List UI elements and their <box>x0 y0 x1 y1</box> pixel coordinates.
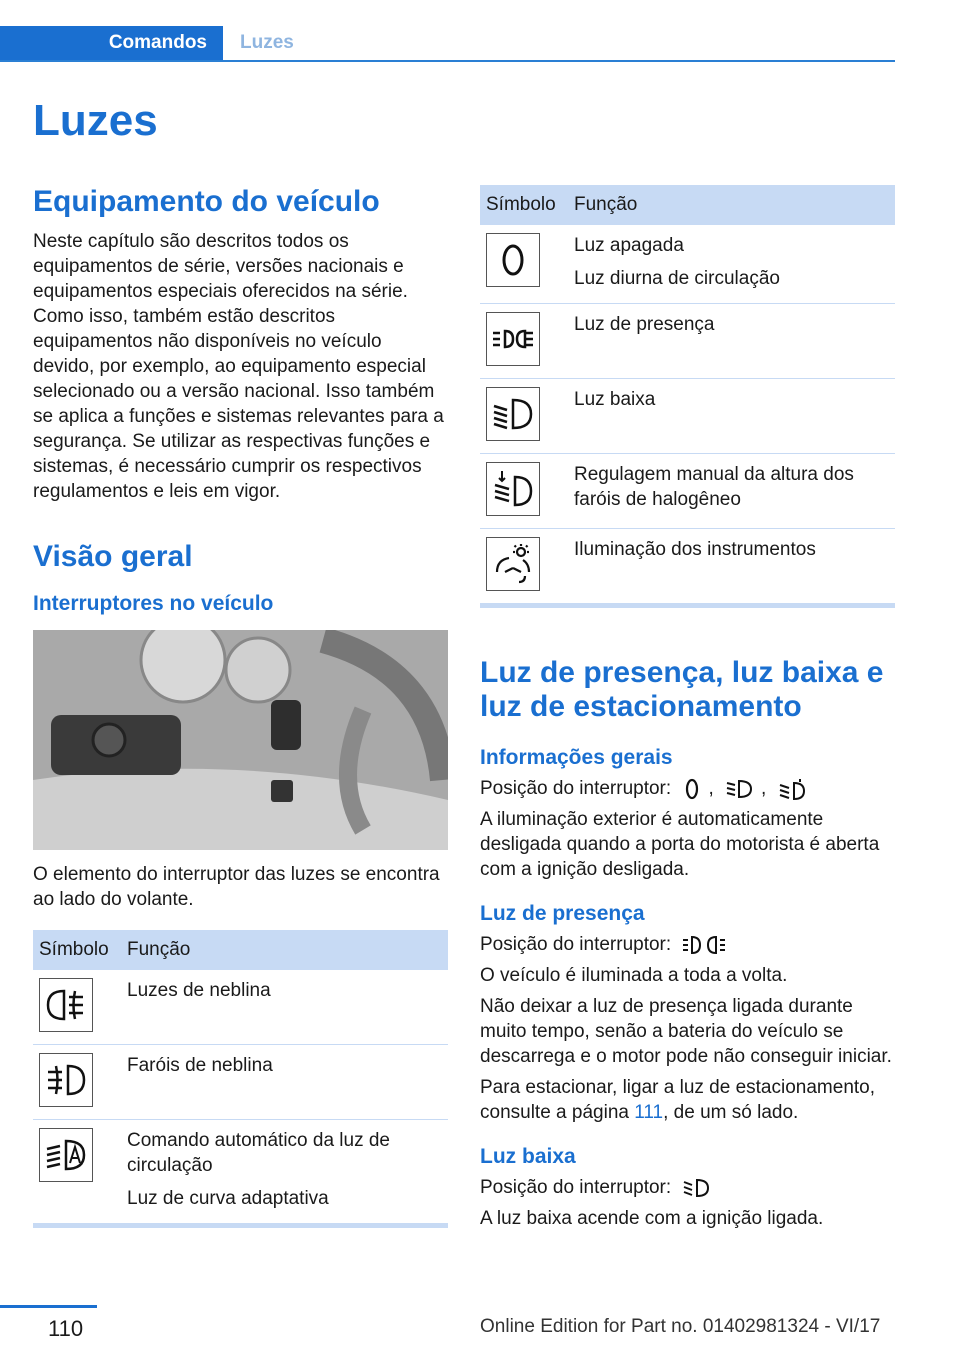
low-beam-icon <box>682 1176 712 1200</box>
parking-reference-text-end: , de um só lado. <box>663 1102 799 1123</box>
footer-rule <box>0 1305 97 1308</box>
low-beam-paragraph: A luz baixa acende com a ignição ligada. <box>480 1208 824 1229</box>
heading-lights: Luz de presença, luz baixa e luz de estacionamento <box>480 656 884 723</box>
zero-position-icon <box>682 777 702 801</box>
headlight-range-icon <box>491 467 535 511</box>
edition-text: Online Edition for Part no. 01402981324 - VI/17 <box>480 1316 881 1337</box>
col-header-symbol: Símbolo <box>480 185 568 225</box>
table-row <box>480 379 895 454</box>
auto-headlight-icon <box>44 1133 88 1177</box>
table-row <box>480 304 895 379</box>
right-symbol-table <box>480 185 895 608</box>
row-text: Comando automático da luz de circulação <box>127 1130 390 1176</box>
fog-light-front-icon <box>44 1058 88 1102</box>
dashboard-photo <box>33 630 448 850</box>
page-number: 110 <box>48 1316 84 1341</box>
switch-position-label: Posição do interruptor: <box>480 1177 672 1198</box>
parking-light-icon <box>725 777 755 801</box>
row-text: Luz apagada <box>574 235 684 256</box>
heading-equipment: Equipamento do veículo <box>33 185 380 218</box>
row-text: Luz diurna de circulação <box>574 268 780 289</box>
low-beam-icon <box>491 392 535 436</box>
page-link[interactable]: 111 <box>634 1102 664 1123</box>
table-row <box>480 454 895 529</box>
switch-location-paragraph: O elemento do interruptor das luzes se encontra ao lado do volante. <box>33 864 440 910</box>
low-beam-icon <box>778 777 808 801</box>
battery-warning-paragraph: Não deixar a luz de presença ligada durante muito tempo, senão a bateria do veículo se descarrega e o motor pode não conseguir iniciar. <box>480 996 892 1067</box>
instrument-lighting-icon <box>491 542 535 586</box>
parking-light-icon <box>682 933 726 957</box>
equipment-paragraph: Neste capítulo são descritos todos os equipamentos de série, versões nacionais e equipamentos especiais oferecidos na série. Como isso, também estão descritos equipamentos não disponíveis no veículo devido, por exemplo, ao equipamento especial selecionado ou a versão nacional. Isso também se aplica a funções e sistemas relevantes para a segurança. Se utilizar as respectivas funções e sistemas, é necessário cumprir os respectivos regulamentos e leis em vigor. <box>33 231 444 502</box>
exterior-lighting-paragraph: A iluminação exterior é automaticamente desligada quando a porta do motorista é aberta com a ignição desligada. <box>480 809 880 880</box>
heading-low-beam: Luz baixa <box>480 1145 576 1168</box>
parking-reference-text: Para estacionar, ligar a luz de estacionamento, consulte a página <box>480 1077 876 1123</box>
table-row <box>33 1045 448 1120</box>
page-tab[interactable]: Luzes <box>240 32 294 53</box>
row-text: Luz de presença <box>574 314 715 335</box>
switch-position-line <box>480 1175 895 1200</box>
vehicle-lit-paragraph: O veículo é iluminada a toda a volta. <box>480 965 788 986</box>
row-text: Luz de curva adaptativa <box>127 1188 329 1209</box>
left-symbol-table <box>33 930 448 1228</box>
section-tab[interactable]: Comandos <box>0 26 223 60</box>
switch-position-line <box>480 932 895 957</box>
switch-position-label: Posição do interruptor: <box>480 934 672 955</box>
row-text: Luz baixa <box>574 389 656 410</box>
heading-switches: Interruptores no veículo <box>33 592 274 615</box>
right-column <box>480 185 895 1231</box>
col-header-function: Função <box>568 185 895 225</box>
row-text: Iluminação dos instrumentos <box>574 539 816 560</box>
table-row <box>33 970 448 1045</box>
col-header-function: Função <box>121 930 448 970</box>
table-row <box>480 225 895 304</box>
fog-light-rear-icon <box>44 983 88 1027</box>
parking-light-icon <box>491 317 535 361</box>
switch-position-line: Posição do interruptor: , , <box>480 776 895 801</box>
left-column <box>33 185 448 1228</box>
switch-position-label: Posição do interruptor: <box>480 778 672 799</box>
row-text: Regulagem manual da altura dos faróis de halogêneo <box>574 464 854 510</box>
parking-reference-paragraph <box>480 1075 895 1125</box>
heading-general-info: Informações gerais <box>480 746 673 769</box>
col-header-symbol: Símbolo <box>33 930 121 970</box>
row-text: Faróis de neblina <box>127 1055 273 1076</box>
zero-position-icon <box>491 238 535 282</box>
row-text: Luzes de neblina <box>127 980 271 1001</box>
heading-parking-light: Luz de presença <box>480 902 645 925</box>
table-row <box>480 529 895 606</box>
header-bar <box>0 26 895 62</box>
page-title: Luzes <box>33 96 158 145</box>
table-row <box>33 1120 448 1226</box>
heading-overview: Visão geral <box>33 540 193 573</box>
